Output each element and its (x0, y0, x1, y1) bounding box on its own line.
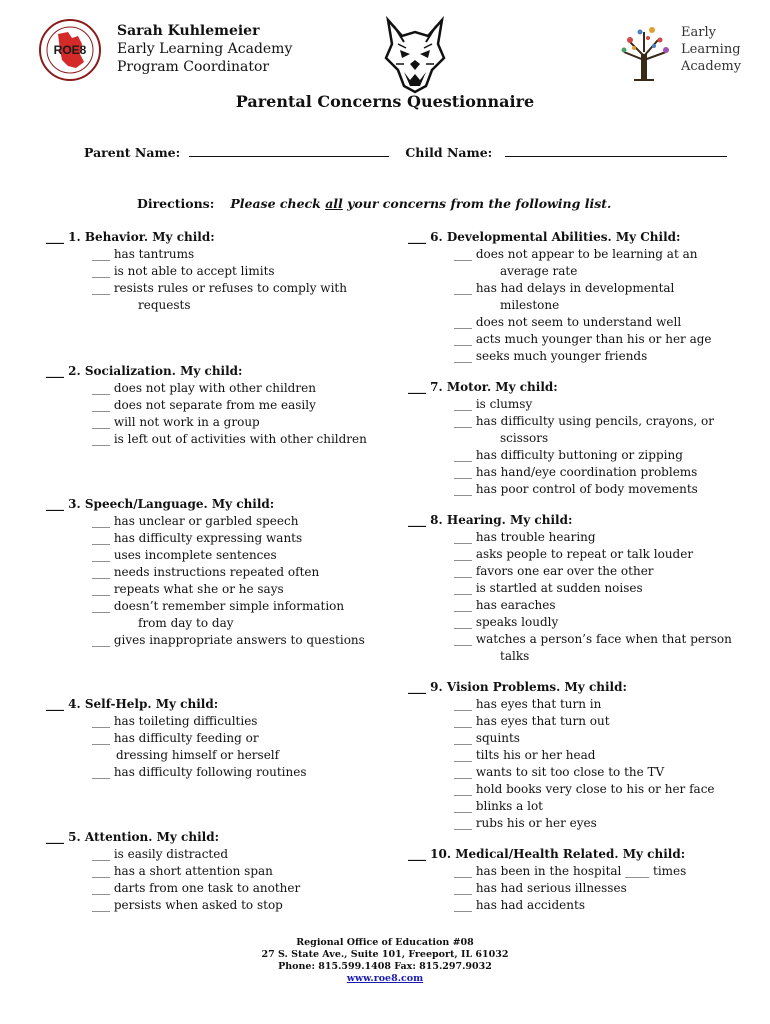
checklist-item[interactable]: ___ gives inappropriate answers to questions (92, 633, 365, 647)
checklist-item[interactable]: ___ has a short attention span (92, 864, 273, 878)
checklist-item[interactable]: ___ has trouble hearing (454, 530, 596, 544)
section-heading: ___ 4. Self-Help. My child: (46, 697, 219, 711)
contact-organization: Early Learning Academy (117, 41, 293, 57)
footer-address: 27 S. State Ave., Suite 101, Freeport, IL 61032 (261, 949, 509, 960)
section-heading: ___ 8. Hearing. My child: (408, 513, 573, 527)
checklist-item[interactable]: ___ has difficulty buttoning or zipping (454, 448, 683, 462)
checklist-item[interactable]: ___ seeks much younger friends (454, 349, 648, 363)
child-name-label: Child Name: (405, 145, 493, 160)
checklist-item-continuation: scissors (500, 431, 549, 445)
footer-website-link[interactable]: www.roe8.com (346, 973, 424, 984)
footer-phone-fax: Phone: 815.599.1408 Fax: 815.297.9032 (278, 961, 492, 972)
checklist-item[interactable]: ___ does not seem to understand well (454, 315, 682, 329)
checklist-item[interactable]: ___ is clumsy (454, 397, 533, 411)
directions-row (137, 196, 611, 211)
contact-role: Program Coordinator (117, 59, 270, 75)
section-speech-language (46, 496, 365, 649)
early-learning-academy-logo-text: Early Learning Academy (681, 25, 742, 74)
wolf-mascot-logo (380, 14, 450, 94)
child-name-blank[interactable] (505, 145, 727, 157)
section-behavior (46, 229, 347, 314)
section-heading: ___ 10. Medical/Health Related. My child: (408, 847, 686, 861)
checklist-item[interactable]: ___ squints (454, 731, 520, 745)
checklist-item[interactable]: ___ has had serious illnesses (454, 881, 627, 895)
checklist-item[interactable]: ___ has been in the hospital ____ times (454, 864, 687, 878)
checklist-item[interactable]: ___ has difficulty following routines (92, 765, 307, 779)
section-heading: ___ 5. Attention. My child: (46, 830, 220, 844)
section-self-help (46, 696, 307, 781)
checklist-item[interactable]: ___ uses incomplete sentences (92, 548, 277, 562)
section-motor (408, 379, 714, 498)
checklist-item[interactable]: ___ rubs his or her eyes (454, 816, 597, 830)
svg-text:ROE8: ROE8 (53, 43, 87, 57)
checklist-item[interactable]: ___ is easily distracted (92, 847, 229, 861)
section-heading: ___ 7. Motor. My child: (408, 380, 558, 394)
footer-block (0, 937, 770, 985)
section-socialization (46, 363, 367, 448)
checklist-item[interactable]: ___ has had delays in developmental (454, 281, 675, 295)
checklist-item[interactable]: ___ has difficulty using pencils, crayons, or (454, 414, 714, 428)
checklist-item[interactable]: ___ is left out of activities with other children (92, 432, 367, 446)
early-learning-academy-tree-logo (610, 22, 678, 84)
checklist-item[interactable]: ___ has had accidents (454, 898, 585, 912)
checklist-item[interactable]: ___ has toileting difficulties (92, 714, 258, 728)
checklist-item[interactable]: ___ does not play with other children (92, 381, 316, 395)
directions-label: Directions: (137, 196, 215, 211)
checklist-item[interactable]: ___ persists when asked to stop (92, 898, 283, 912)
checklist-item[interactable]: ___ has tantrums (92, 247, 195, 261)
checklist-item[interactable]: ___ has eyes that turn out (454, 714, 610, 728)
checklist-item[interactable]: ___ has hand/eye coordination problems (454, 465, 698, 479)
checklist-item[interactable]: ___ speaks loudly (454, 615, 559, 629)
checklist-item-continuation: talks (500, 649, 530, 663)
contact-block (117, 22, 292, 76)
checklist-item[interactable]: ___ blinks a lot (454, 799, 543, 813)
checklist-item-continuation: requests (138, 298, 191, 312)
checklist-item[interactable]: ___ asks people to repeat or talk louder (454, 547, 694, 561)
section-heading: ___ 1. Behavior. My child: (46, 230, 215, 244)
section-vision-problems (408, 679, 715, 832)
document-title: Parental Concerns Questionnaire (235, 92, 535, 111)
parent-name-blank[interactable] (189, 145, 389, 157)
checklist-item[interactable]: ___ darts from one task to another (92, 881, 301, 895)
checklist-item[interactable]: ___ resists rules or refuses to comply with (92, 281, 347, 295)
checklist-item[interactable]: ___ does not separate from me easily (92, 398, 316, 412)
checklist-item[interactable]: ___ watches a person’s face when that person (454, 632, 732, 646)
checklist-item[interactable]: ___ has poor control of body movements (454, 482, 698, 496)
roe8-seal-logo (38, 18, 102, 82)
checklist-item-continuation: from day to day (138, 616, 234, 630)
checklist-item[interactable]: ___ favors one ear over the other (454, 564, 654, 578)
name-fields-row (84, 145, 727, 160)
section-medical-health (408, 846, 686, 914)
section-heading: ___ 3. Speech/Language. My child: (46, 497, 275, 511)
checklist-item[interactable]: ___ hold books very close to his or her face (454, 782, 715, 796)
footer-office: Regional Office of Education #08 (296, 937, 474, 948)
checklist-item[interactable]: ___ is startled at sudden noises (454, 581, 643, 595)
section-heading: ___ 6. Developmental Abilities. My Child: (408, 230, 681, 244)
checklist-item-continuation: average rate (500, 264, 578, 278)
checklist-item[interactable]: ___ doesn’t remember simple information (92, 599, 345, 613)
checklist-item[interactable]: ___ has eyes that turn in (454, 697, 602, 711)
checklist-item-continuation: dressing himself or herself (116, 748, 280, 762)
directions-text: Please check all your concerns from the following list. (230, 196, 612, 211)
checklist-item-continuation: milestone (500, 298, 560, 312)
checklist-item[interactable]: ___ will not work in a group (92, 415, 260, 429)
checklist-item[interactable]: ___ has difficulty feeding or (92, 731, 259, 745)
contact-name: Sarah Kuhlemeier (117, 23, 260, 39)
checklist-item[interactable]: ___ does not appear to be learning at an (454, 247, 698, 261)
checklist-item[interactable]: ___ has unclear or garbled speech (92, 514, 299, 528)
section-heading: ___ 2. Socialization. My child: (46, 364, 243, 378)
checklist-item[interactable]: ___ acts much younger than his or her age (454, 332, 712, 346)
checklist-item[interactable]: ___ tilts his or her head (454, 748, 596, 762)
checklist-item[interactable]: ___ is not able to accept limits (92, 264, 275, 278)
checklist-item[interactable]: ___ has earaches (454, 598, 556, 612)
checklist-item[interactable]: ___ repeats what she or he says (92, 582, 284, 596)
checklist-item[interactable]: ___ has difficulty expressing wants (92, 531, 303, 545)
section-developmental-abilities (408, 229, 712, 365)
section-attention (46, 829, 300, 914)
checklist-item[interactable]: ___ wants to sit too close to the TV (454, 765, 665, 779)
parent-name-label: Parent Name: (84, 145, 181, 160)
checklist-item[interactable]: ___ needs instructions repeated often (92, 565, 320, 579)
section-heading: ___ 9. Vision Problems. My child: (408, 680, 627, 694)
section-hearing (408, 512, 732, 665)
